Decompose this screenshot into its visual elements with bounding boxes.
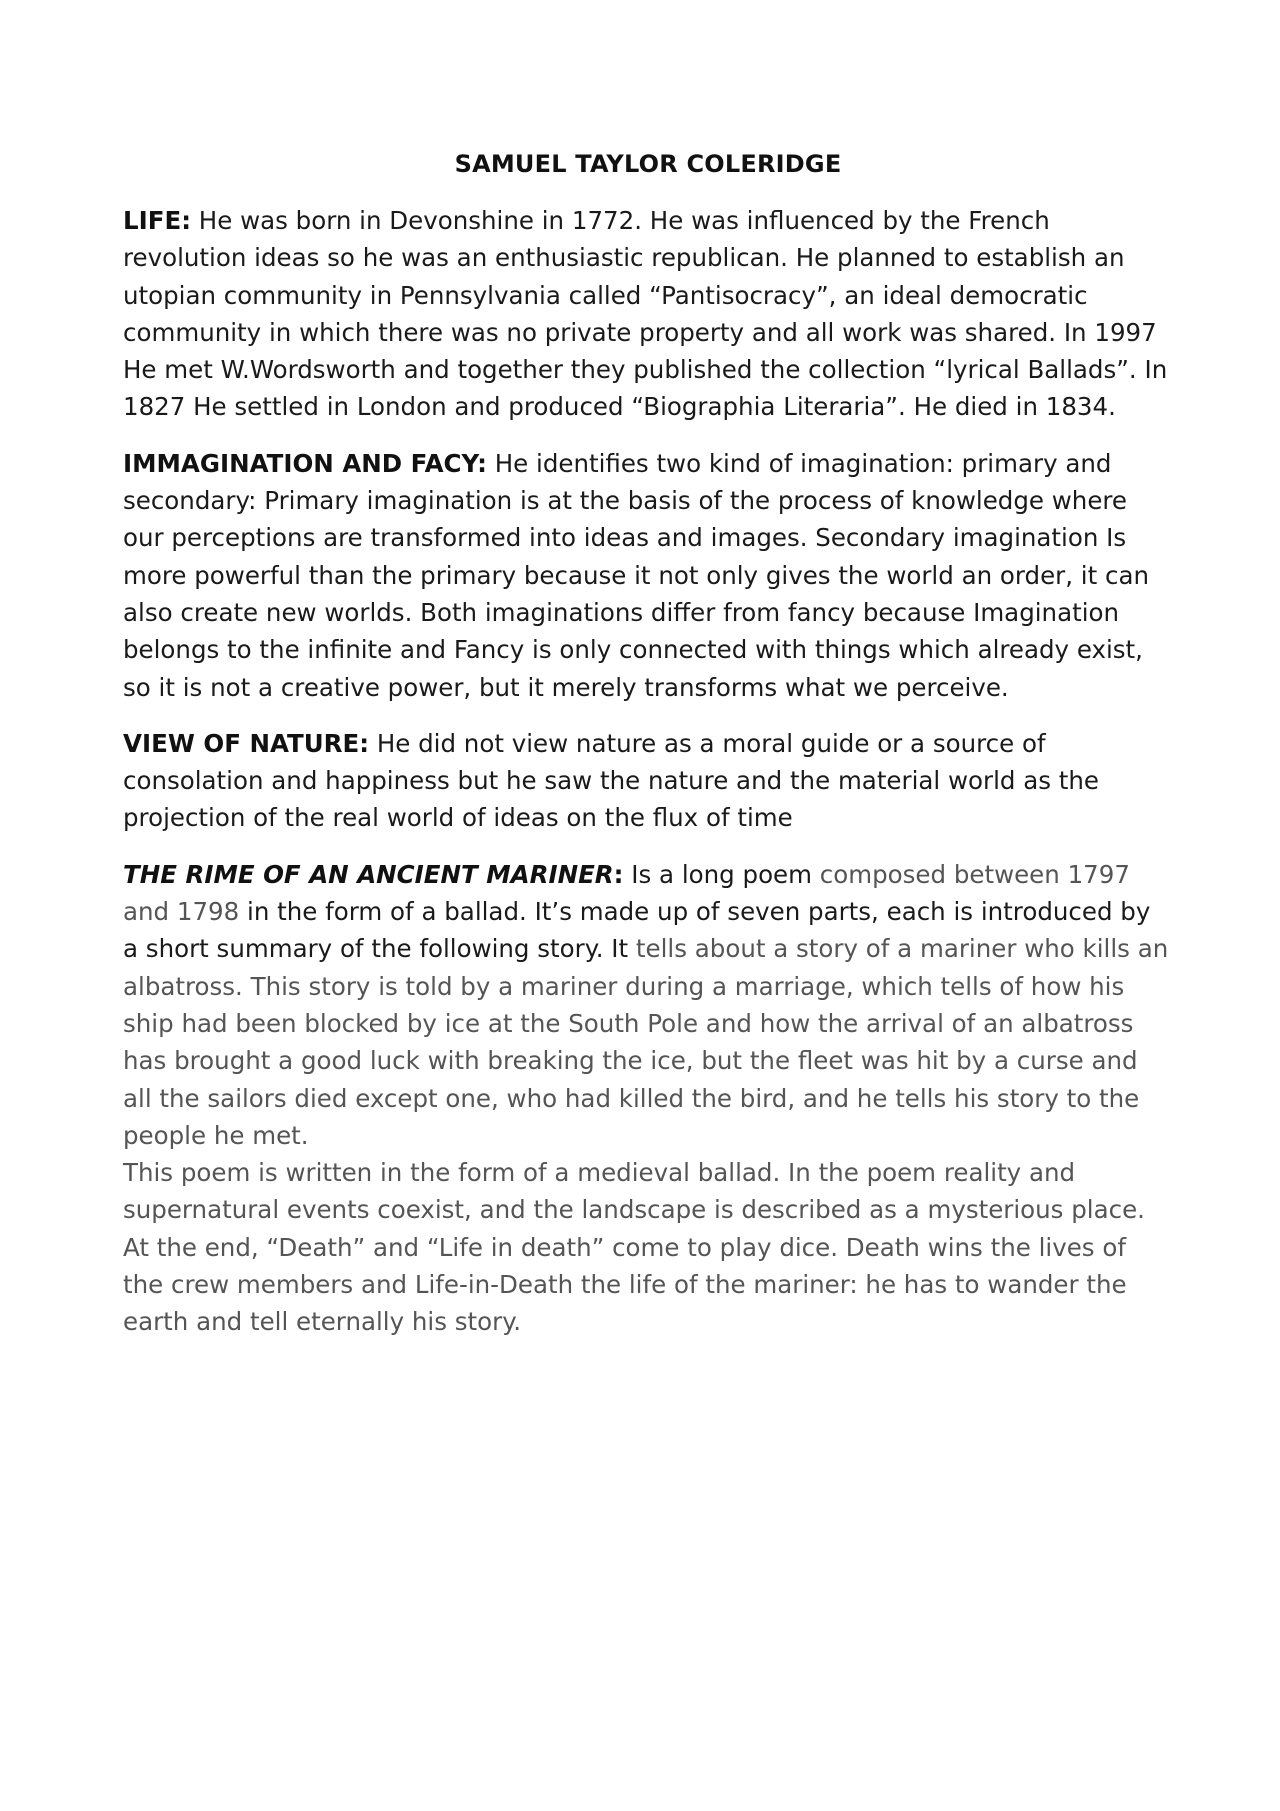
- life-paragraph: [123, 202, 1173, 426]
- nature-paragraph: [123, 725, 1173, 837]
- life-text: He was born in Devonshine in 1772. He was influenced by the French revolution ideas so he was an enthusiastic republican. He planned to establish an utopian community in Pennsylvania called “Pantisocracy”, an ideal democratic community in which there was no private property and all work was shared. In 1997 He met W.Wordsworth and together they published the collection “lyrical Ballads”. In 1827 He settled in London and produced “Biographia Literaria”. He died in 1834.: [123, 206, 1168, 422]
- rime-heading-colon: :: [613, 859, 624, 889]
- rime-text-1: Is a long poem: [623, 859, 820, 889]
- nature-text: He did not view nature as a moral guide or a source of consolation and happiness but he saw the nature and the material world as the projection of the real world of ideas on the flux of time: [123, 728, 1100, 833]
- rime-heading: THE RIME OF AN ANCIENT MARINER: [123, 859, 614, 889]
- poem-form-paragraph: This poem is written in the form of a medieval ballad. In the poem reality and supernatural events coexist, and the landscape is described as a mysterious place.: [123, 1158, 1145, 1225]
- life-heading: LIFE:: [123, 206, 191, 235]
- imagination-heading: IMMAGINATION AND FACY:: [123, 448, 487, 478]
- document-page: [123, 150, 1173, 1341]
- rime-text-3: in the form of a ballad. It’s made up of seven parts, each is introduced by a short summary of the following story. It: [123, 897, 1151, 964]
- imagination-paragraph: [123, 445, 1173, 706]
- ending-paragraph: At the end, “Death” and “Life in death” come to play dice. Death wins the lives of the crew members and Life-in-Death the life of the mariner: he has to wander the earth and tell eternally his story.: [123, 1232, 1127, 1337]
- page-title: SAMUEL TAYLOR COLERIDGE: [454, 150, 842, 178]
- rime-text-composed: composed between 1797 and 1798: [123, 859, 1130, 927]
- rime-text-story: tells about a story of a mariner who kills an albatross. This story is told by a mariner during a marriage, which tells of how his ship had been blocked by ice at the South Pole and how the arrival of an albatross has brought a good luck with breaking the ice, but the fleet was hit by a curse and all the sailors died except one, who had killed the bird, and he tells his story to the people he met.: [123, 934, 1169, 1150]
- nature-heading: VIEW OF NATURE:: [123, 728, 370, 758]
- imagination-text: He identifies two kind of imagination: primary and secondary: Primary imagination is at the basis of the process of knowledge where our perceptions are transformed into ideas and images. Secondary imagination Is more powerful than the primary because it not only gives the world an order, it can also create new worlds. Both imaginations differ from fancy because Imagination belongs to the infinite and Fancy is only connected with things which already exist, so it is not a creative power, but it merely transforms what we perceive.: [123, 448, 1150, 702]
- rime-paragraph: [123, 856, 1173, 1154]
